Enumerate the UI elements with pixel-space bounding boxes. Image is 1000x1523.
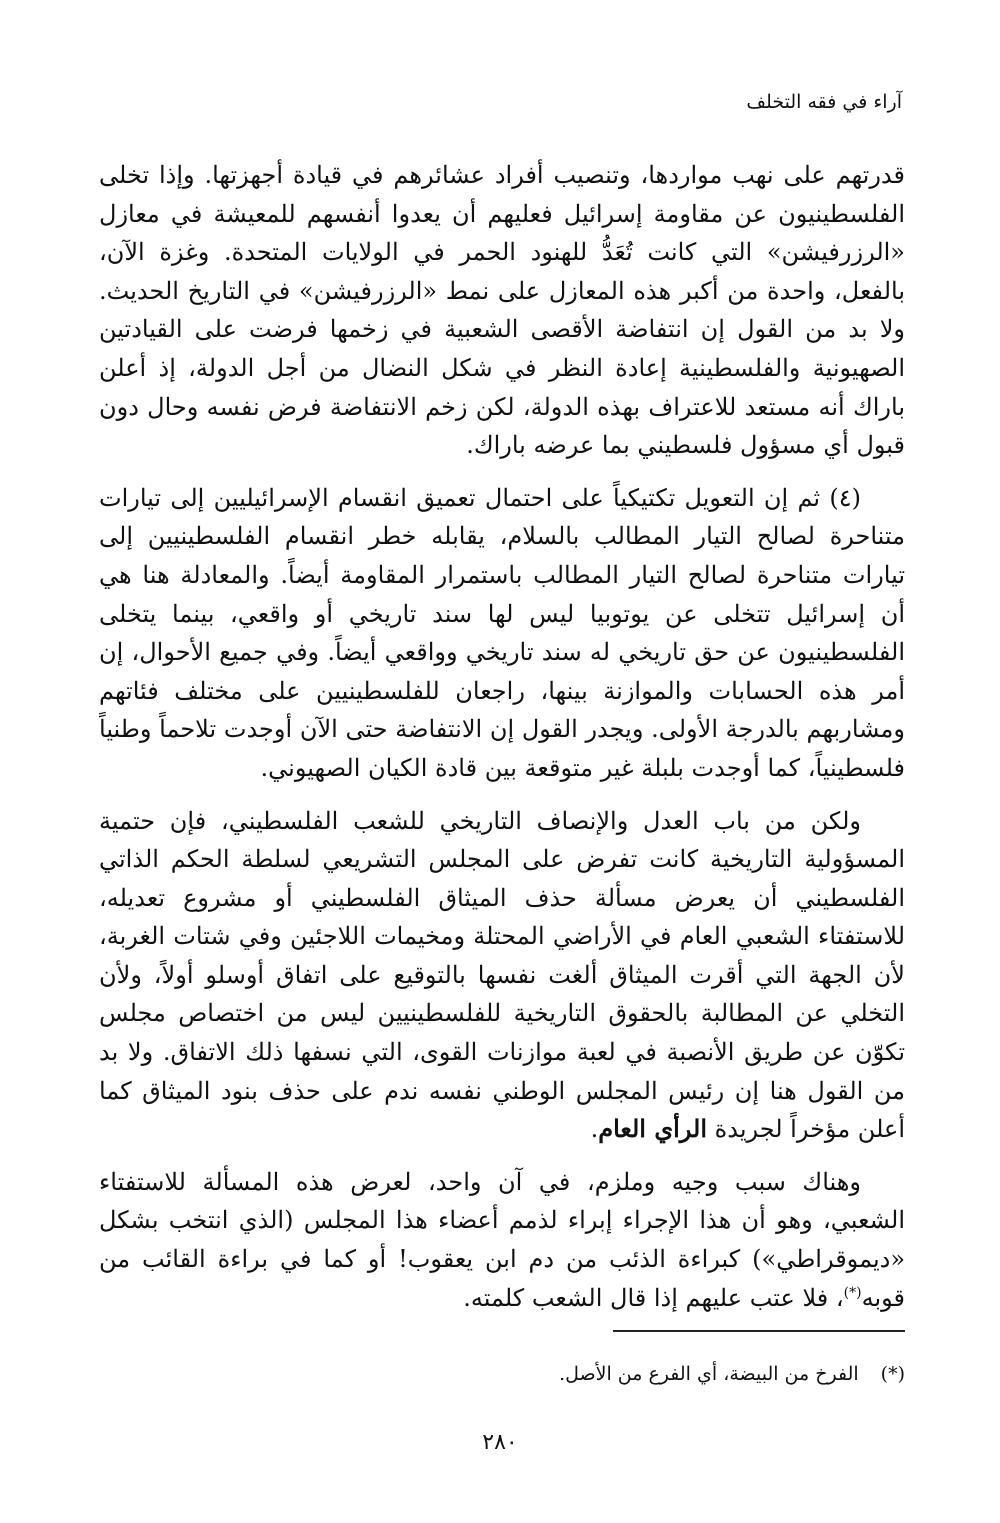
paragraph-2 [99, 479, 905, 788]
footnote-divider [613, 1330, 905, 1332]
newspaper-name: الرأي العام [598, 1114, 707, 1144]
footnote-mark: (*) [880, 1363, 905, 1385]
footnote [99, 1360, 905, 1388]
paragraph-4 [99, 1163, 905, 1317]
paragraph-2-text: (٤) ثم إن التعويل تكتيكياً على احتمال تعميق انقسام الإسرائيليين إلى تيارات متناحرة لصالح التيار المطالب بالسلام، يقابله خطر انقسام الفلسطينيين إلى تيارات متناحرة لصالح التيار المطالب باستمرار المقاومة أيضاً. والمعادلة هنا هي أن إسرائيل تتخلى عن يوتوبيا ليس لها سند تاريخي أو واقعي، بينما يتخلى الفلسطينيون عن حق تاريخي له سند تاريخي وواقعي أيضاً. وفي جميع الأحوال، إن أمر هذه الحسابات والموازنة بينها، راجعان للفلسطينيين على مختلف فئاتهم ومشاربهم بالدرجة الأولى. ويجدر القول إن الانتفاضة حتى الآن أوجدت تلاحماً وطنياً فلسطينياً، كما أوجدت بلبلة غير متوقعة بين قادة الكيان الصهيوني. [99, 483, 905, 782]
paragraph-4-text: وهناك سبب وجيه وملزم، في آن واحد، لعرض هذه المسألة للاستفتاء الشعبي، وهو أن هذا الإجراء إبراء لذمم أعضاء هذا المجلس (الذي انتخب بشكل «ديموقراطي») كبراءة الذئب من دم ابن يعقوب! أو كما في براءة القائب من قوبه [99, 1167, 905, 1312]
paragraph-3-tail: . [590, 1115, 599, 1144]
paragraph-3 [99, 802, 905, 1149]
footnote-reference: (*) [843, 1284, 862, 1301]
paragraph-1 [99, 156, 905, 465]
page-number: ٢٨٠ [482, 1430, 518, 1455]
paragraph-1-text: قدرتهم على نهب مواردها، وتنصيب أفراد عشائرهم في قيادة أجهزتها. وإذا تخلى الفلسطينيون عن مقاومة إسرائيل فعليهم أن يعدوا أنفسهم للمعيشة في معازل «الرزرفيشن» التي كانت تُعَدُّ للهنود الحمر في الولايات المتحدة. وغزة الآن، بالفعل، واحدة من أكبر هذه المعازل على نمط «الرزرفيشن» في التاريخ الحديث. ولا بد من القول إن انتفاضة الأقصى الشعبية في زخمها فرضت على القيادتين الصهيونية والفلسطينية إعادة النظر في شكل النضال من أجل الدولة، إذ أعلن باراك أنه مستعد للاعتراف بهذه الدولة، لكن زخم الانتفاضة فرض نفسه وحال دون قبول أي مسؤول فلسطيني بما عرضه باراك. [99, 161, 906, 460]
running-head: آراء في فقه التخلف [746, 91, 902, 113]
paragraph-4-tail: ، فلا عتب عليهم إذا قال الشعب كلمته. [463, 1283, 844, 1312]
paragraph-3-text: ولكن من باب العدل والإنصاف التاريخي للشعب الفلسطيني، فإن حتمية المسؤولية التاريخية كانت تفرض على المجلس التشريعي لسلطة الحكم الذاتي الفلسطيني أن يعرض مسألة حذف الميثاق الفلسطيني أو مشروع تعديله، للاستفتاء الشعبي العام في الأراضي المحتلة ومخيمات اللاجئين وفي شتات الغربة، لأن الجهة التي أقرت الميثاق ألغت نفسها بالتوقيع على اتفاق أوسلو أولاً، ولأن التخلي عن المطالبة بالحقوق التاريخية للفلسطينيين ليس من اختصاص مجلس تكوّن عن طريق الأنصبة في لعبة موازنات القوى، التي نسفها ذلك الاتفاق. ولا بد من القول هنا إن رئيس المجلس الوطني نفسه ندم على حذف بنود الميثاق كما أعلن مؤخراً لجريدة [99, 806, 905, 1144]
footnote-text: الفرخ من البيضة، أي الفرع من الأصل. [559, 1363, 859, 1385]
body-text [99, 156, 905, 1317]
